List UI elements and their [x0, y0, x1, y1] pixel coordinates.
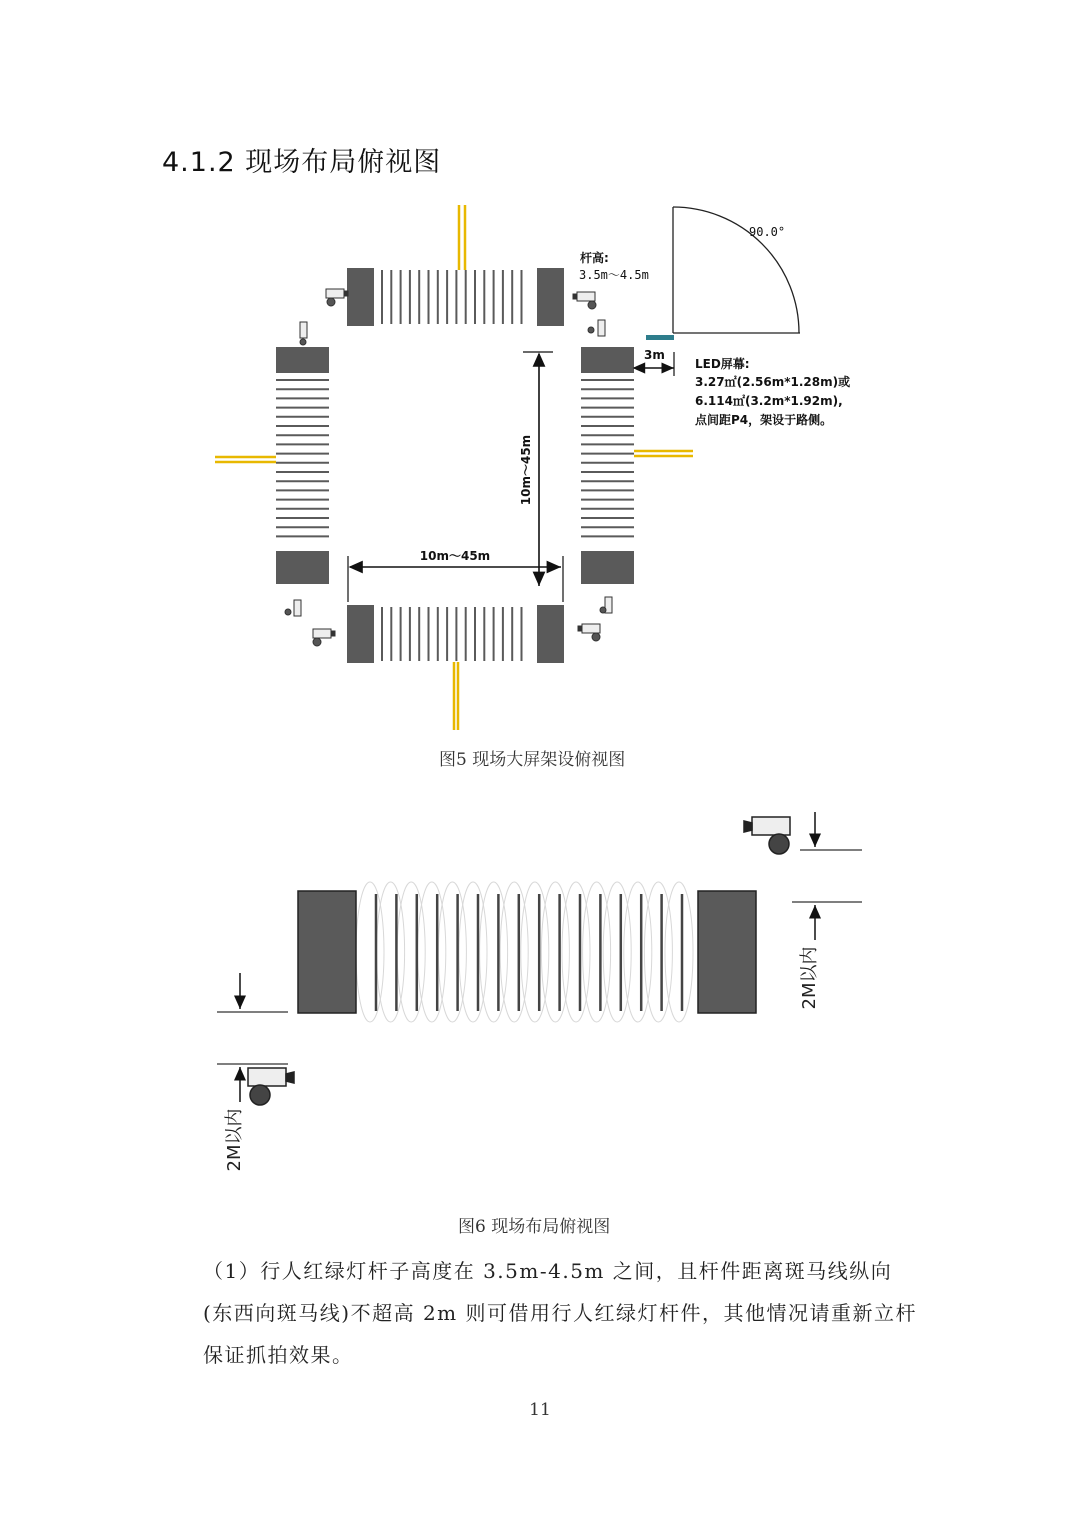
camera-icon [326, 289, 348, 306]
crosswalk-oval [438, 882, 466, 1022]
crosswalk-oval [665, 882, 693, 1022]
crosswalk-oval [356, 882, 384, 1022]
crosswalk-left [276, 347, 329, 584]
crosswalk-oval [459, 882, 487, 1022]
dimension-horizontal-label: 10m～45m [419, 549, 491, 563]
crosswalk-right [581, 347, 634, 584]
distance-label: 3m [644, 348, 665, 362]
figure5-caption: 图5 现场大屏架设俯视图 [439, 750, 626, 770]
crosswalk-block-left [298, 891, 356, 1013]
dimension-vertical-label: 10m～45m [519, 434, 533, 506]
camera-icon [313, 629, 335, 646]
distance-label-right: 2M以内 [799, 946, 820, 1010]
crosswalk-oval [418, 882, 446, 1022]
crosswalk-oval [603, 882, 631, 1022]
pole-height-label: 杆高: [580, 251, 609, 265]
figure5-diagram [0, 0, 1080, 740]
camera-icon [578, 624, 600, 641]
camera-icon [248, 1068, 294, 1105]
crosswalk-block-right [698, 891, 756, 1013]
crosswalk-top [347, 268, 564, 326]
camera-icon [588, 320, 605, 336]
crosswalk-oval [562, 882, 590, 1022]
led-spec-2: 6.114㎡(3.2m*1.92m), [695, 394, 843, 408]
crosswalk-oval [480, 882, 508, 1022]
page-number: 11 [529, 1400, 551, 1420]
section-heading: 4.1.2 现场布局俯视图 [162, 147, 442, 178]
crosswalk-oval [624, 882, 652, 1022]
camera-icon [744, 817, 790, 854]
camera-icon [600, 597, 612, 613]
crosswalk-oval [541, 882, 569, 1022]
crosswalk-oval [521, 882, 549, 1022]
led-title: LED屏幕: [695, 357, 750, 371]
pole-height-value: 3.5m～4.5m [579, 268, 649, 282]
camera-icon [300, 322, 307, 345]
crosswalk-stripes [376, 894, 682, 1011]
crosswalk-oval [583, 882, 611, 1022]
led-spec-1: 3.27㎡(2.56m*1.28m)或 [695, 375, 851, 389]
figure6-diagram [0, 790, 1080, 1200]
crosswalk-oval [377, 882, 405, 1022]
angle-label: 90.0° [749, 225, 786, 239]
body-paragraph: （1）行人红绿灯杆子高度在 3.5m-4.5m 之间，且杆件距离斑马线纵向(东西向斑马线)不超高 2m 则可借用行人红绿灯杆件，其他情况请重新立杆保证抓拍效果。 [203, 1259, 918, 1367]
figure6-caption: 图6 现场布局俯视图 [458, 1217, 611, 1237]
road-lines [215, 205, 693, 730]
led-screen-marker [646, 335, 674, 340]
crosswalk-oval [500, 882, 528, 1022]
camera-icon [573, 292, 596, 309]
camera-icon [285, 600, 301, 616]
crosswalk-oval [397, 882, 425, 1022]
crosswalk-oval [644, 882, 672, 1022]
distance-label-left: 2M以内 [224, 1108, 245, 1172]
led-spec-3: 点间距P4，架设于路侧。 [695, 413, 833, 427]
crosswalk-bottom [347, 605, 564, 663]
